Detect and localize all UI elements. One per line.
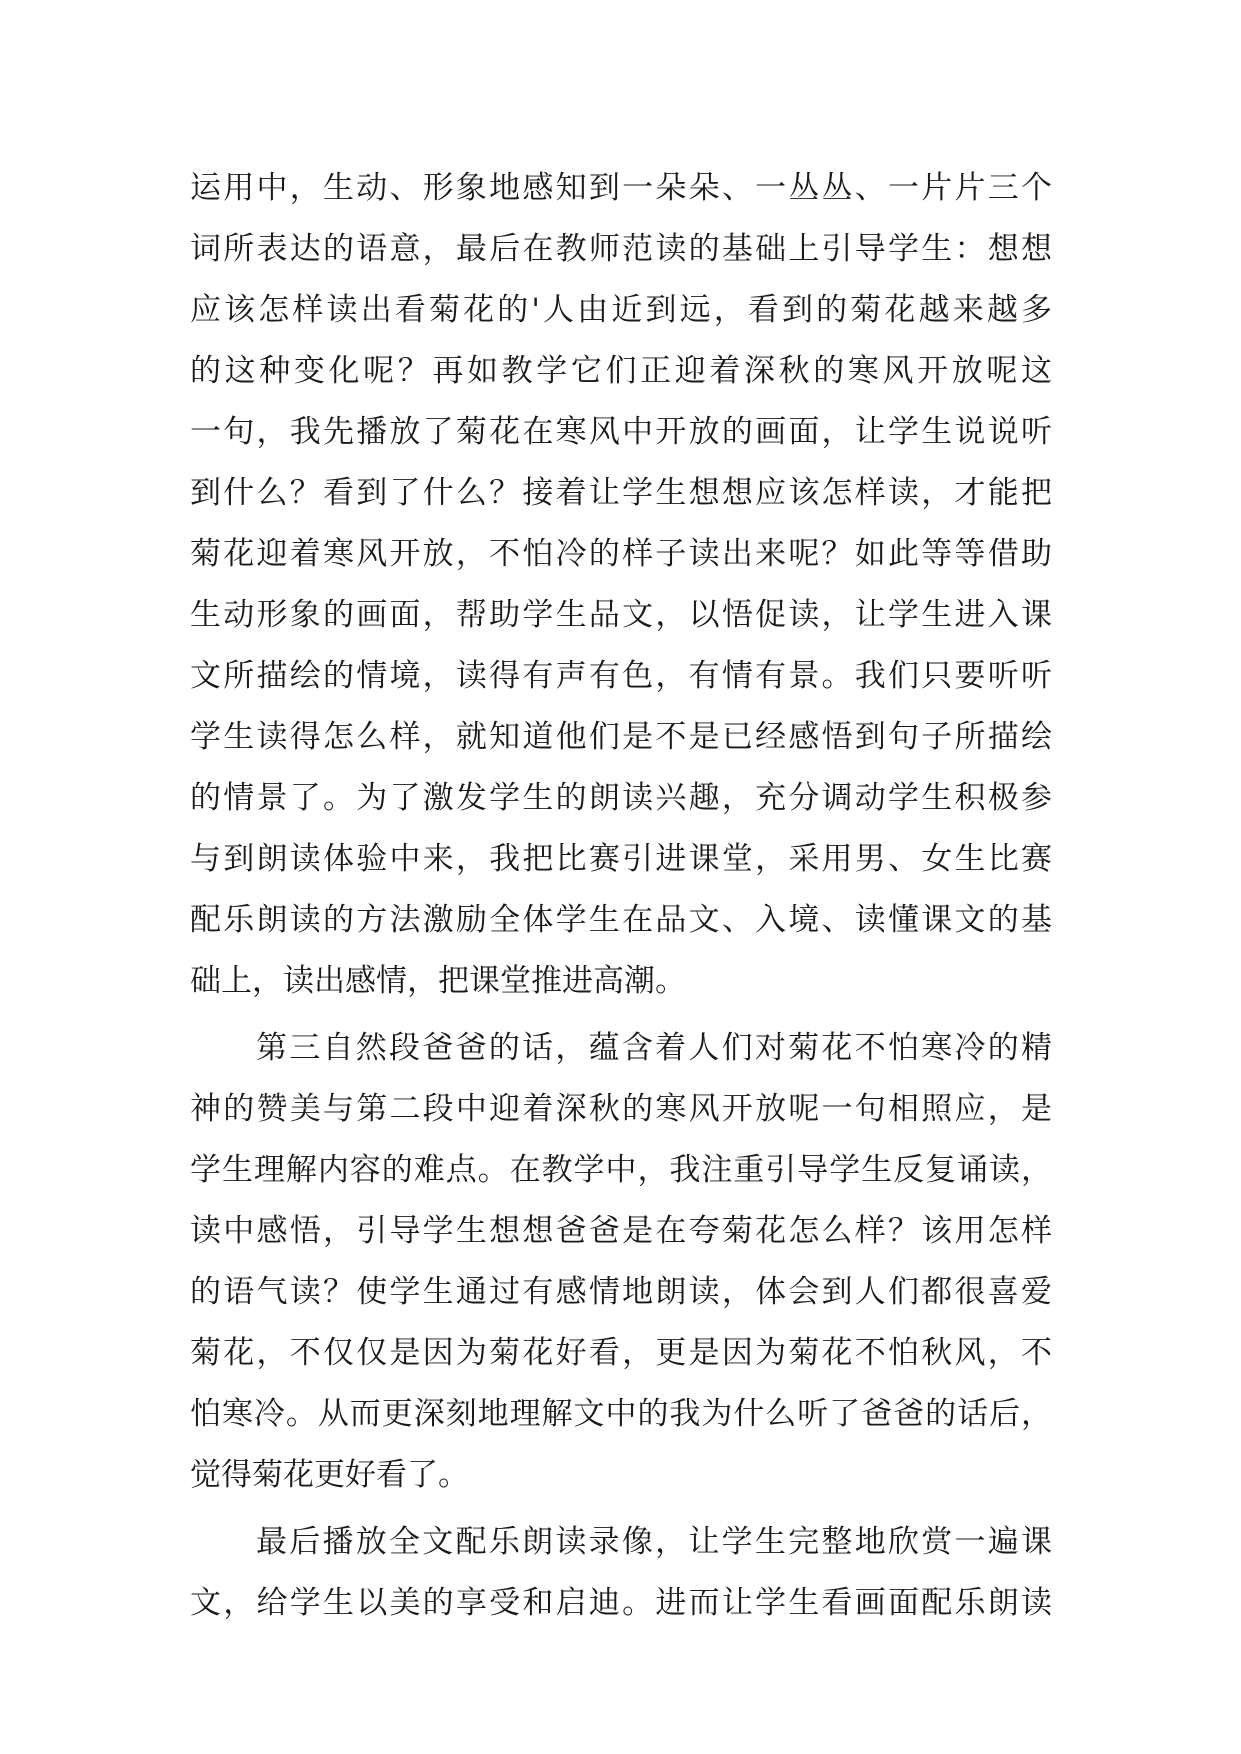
text-line: 第三自然段爸爸的话，蕴含着人们对菊花不怕寒冷的精 — [256, 1030, 1052, 1066]
text-line: 怕寒冷。从而更深刻地理解文中的我为什么听了爸爸的话后， — [190, 1396, 1052, 1432]
text-line: 学生理解内容的难点。在教学中，我注重引导学生反复诵读， — [190, 1152, 1052, 1188]
text-line: 的这种变化呢？再如教学它们正迎着深秋的寒风开放呢这 — [190, 353, 1052, 389]
text-line: 文，给学生以美的享受和启迪。进而让学生看画面配乐朗读 — [190, 1585, 1052, 1621]
text-line: 学生读得怎么样，就知道他们是不是已经感悟到句子所描绘 — [190, 719, 1052, 755]
text-line: 生动形象的画面，帮助学生品文，以悟促读，让学生进入课 — [190, 597, 1052, 633]
document-page — [190, 158, 1052, 1634]
text-line: 菊花，不仅仅是因为菊花好看，更是因为菊花不怕秋风，不 — [190, 1335, 1052, 1371]
text-line: 读中感悟，引导学生想想爸爸是在夸菊花怎么样？该用怎样 — [190, 1213, 1052, 1249]
paragraph-1 — [190, 158, 1052, 1012]
text-line: 的语气读？使学生通过有感情地朗读，体会到人们都很喜爱 — [190, 1274, 1052, 1310]
text-line: 一句，我先播放了菊花在寒风中开放的画面，让学生说说听 — [190, 414, 1052, 450]
text-line: 运用中，生动、形象地感知到一朵朵、一丛丛、一片片三个 — [190, 170, 1052, 206]
text-line: 文所描绘的情境，读得有声有色，有情有景。我们只要听听 — [190, 658, 1052, 694]
text-line: 础上，读出感情，把课堂推进高潮。 — [190, 963, 686, 999]
text-line: 配乐朗读的方法激励全体学生在品文、入境、读懂课文的基 — [190, 902, 1052, 938]
text-line: 菊花迎着寒风开放，不怕冷的样子读出来呢？如此等等借助 — [190, 536, 1052, 572]
text-line: 到什么？看到了什么？接着让学生想想应该怎样读，才能把 — [190, 475, 1052, 511]
paragraph-3 — [190, 1512, 1052, 1634]
text-line: 神的赞美与第二段中迎着深秋的寒风开放呢一句相照应，是 — [190, 1091, 1052, 1127]
text-line: 应该怎样读出看菊花的'人由近到远，看到的菊花越来越多 — [190, 292, 1052, 328]
text-line: 词所表达的语意，最后在教师范读的基础上引导学生：想想 — [190, 231, 1052, 267]
text-line: 觉得菊花更好看了。 — [190, 1457, 469, 1493]
text-line: 最后播放全文配乐朗读录像，让学生完整地欣赏一遍课 — [256, 1524, 1052, 1560]
text-line: 与到朗读体验中来，我把比赛引进课堂，采用男、女生比赛 — [190, 841, 1052, 877]
text-line: 的情景了。为了激发学生的朗读兴趣，充分调动学生积极参 — [190, 780, 1052, 816]
paragraph-2 — [190, 1018, 1052, 1506]
